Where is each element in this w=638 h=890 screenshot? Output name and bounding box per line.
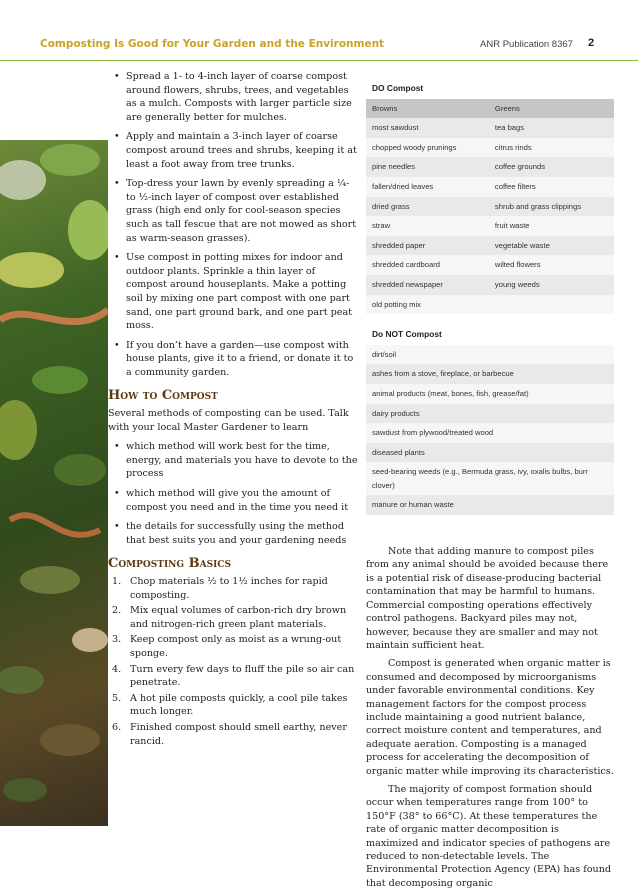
table-cell: dairy products	[366, 404, 614, 424]
table-row	[366, 404, 614, 424]
do-compost-table-box	[366, 80, 614, 314]
page-number: 2	[588, 37, 595, 49]
table-cell: pine needles	[366, 157, 489, 177]
table-row	[366, 138, 614, 158]
do-not-compost-caption: Do NOT Compost	[366, 326, 614, 345]
table-cell: shredded newspaper	[366, 275, 489, 295]
column-header: Browns	[366, 99, 489, 119]
list-item	[108, 575, 358, 602]
table-row	[366, 177, 614, 197]
table-cell: chopped woody prunings	[366, 138, 489, 158]
list-item: • If you don’t have a garden—use compost with house plants, give it to a friend, or donate it to a community garden.	[108, 339, 358, 380]
table-cell: citrus rinds	[489, 138, 614, 158]
table-row	[366, 495, 614, 515]
table-cell: shrub and grass clippings	[489, 197, 614, 217]
do-not-compost-table	[366, 345, 614, 515]
table-cell: fallen/dried leaves	[366, 177, 489, 197]
composting-basics-heading: Composting Basics	[108, 556, 231, 572]
do-compost-caption: DO Compost	[366, 80, 614, 99]
table-row	[366, 197, 614, 217]
table-header-row	[366, 99, 614, 119]
column-header: Greens	[489, 99, 614, 119]
list-item	[108, 721, 358, 748]
table-cell: coffee grounds	[489, 157, 614, 177]
table-cell: straw	[366, 216, 489, 236]
list-item	[108, 633, 358, 660]
table-cell: coffee filters	[489, 177, 614, 197]
table-cell: vegetable waste	[489, 236, 614, 256]
list-item	[108, 663, 358, 690]
body-paragraph: The majority of compost formation should occur when temperatures range from 100° to 150°F (38° to 66°C). At these temperatures the rate of organic matter decomposition is maximized and indicator species of pathogens are reduced to non-detectable levels. The Environmental Protection Agency (EPA) has found that decomposing organic	[366, 783, 612, 889]
body-paragraph: Note that adding manure to compost piles from any animal should be avoided because there is a potential risk of disease-producing bacterial contamination that may be harmful to humans. Commercial composting operations effectively control pathogens. Backyard piles may not, however, because they are smaller and may not maintain sufficient heat.	[366, 546, 609, 651]
table-cell: fruit waste	[489, 216, 614, 236]
table-cell: animal products (meat, bones, fish, grease/fat)	[366, 384, 614, 404]
table-cell: diseased plants	[366, 443, 614, 463]
left-column	[108, 70, 358, 750]
table-cell: wilted flowers	[489, 255, 614, 275]
table-cell: ashes from a stove, fireplace, or barbecue	[366, 364, 614, 384]
table-cell: young weeds	[489, 275, 614, 295]
step-number: 3.	[112, 634, 122, 646]
step-text: Keep compost only as moist as a wrung-out sponge.	[130, 634, 342, 659]
list-item: • Use compost in potting mixes for indoor and outdoor plants. Sprinkle a thin layer of compost around houseplants. Make a potting soil by mixing one part compost with one part sand, one part ground bark, and one part peat moss.	[108, 251, 358, 333]
do-not-compost-table-box	[366, 326, 614, 515]
list-item	[108, 604, 358, 631]
how-to-intro: Several methods of composting can be used. Talk with your local Master Gardener to learn	[108, 408, 349, 433]
step-text: Mix equal volumes of carbon-rich dry brown and nitrogen-rich green plant materials.	[130, 605, 347, 630]
basics-steps	[108, 575, 358, 748]
body-paragraph: Compost is generated when organic matter is consumed and decomposed by microorganisms under favorable environmental conditions. Key management factors for the compost process include maintaining a good nutrient balance, correct moisture content and temperatures, and adequate aeration. Composting is a managed process for accelerating the decomposition of organic matter while improving its characteristics.	[366, 658, 614, 777]
table-row	[366, 118, 614, 138]
table-row	[366, 345, 614, 365]
list-item: • Spread a 1- to 4-inch layer of coarse compost around flowers, shrubs, trees, and vegetables as a mulch. Composts with larger particle size are generally better for mulches.	[108, 70, 358, 124]
step-text: A hot pile composts quickly, a cool pile takes much longer.	[130, 692, 348, 718]
right-body-text	[366, 545, 614, 890]
method-list	[108, 440, 358, 547]
table-cell: most sawdust	[366, 118, 489, 138]
list-item: • Apply and maintain a 3-inch layer of coarse compost around trees and shrubs, keeping it at least a foot away from tree trunks.	[108, 130, 358, 171]
right-column	[366, 80, 614, 890]
list-item: • which method will give you the amount of compost you need and in the time you need it	[108, 487, 358, 514]
list-item	[108, 692, 358, 719]
table-row	[366, 236, 614, 256]
compost-art-icon	[0, 140, 108, 826]
running-title: Composting Is Good for Your Garden and the Environment	[40, 38, 385, 50]
table-row	[366, 275, 614, 295]
step-number: 1.	[112, 576, 122, 587]
step-text: Finished compost should smell earthy, never rancid.	[130, 721, 347, 747]
table-row	[366, 364, 614, 384]
table-row	[366, 462, 614, 495]
table-cell: old potting mix	[366, 295, 489, 315]
step-number: 6.	[112, 721, 122, 733]
table-cell: shredded cardboard	[366, 255, 489, 275]
list-item: • Top-dress your lawn by evenly spreading a ¼- to ½-inch layer of compost over established grass (high end only for cool-season species such as tall fescue that are not mowed as short as warm-season grasses).	[108, 177, 358, 245]
table-row	[366, 443, 614, 463]
list-item: • the details for successfully using the method that best suits you and your gardening needs	[108, 520, 358, 547]
table-cell: dried grass	[366, 197, 489, 217]
step-number: 4.	[112, 663, 122, 675]
table-row	[366, 423, 614, 443]
page-header	[0, 28, 638, 61]
table-row	[366, 295, 614, 315]
garden-illustration	[0, 140, 108, 826]
do-compost-table	[366, 99, 614, 315]
table-row	[366, 216, 614, 236]
table-cell: seed-bearing weeds (e.g., Bermuda grass, ivy, oxalis bulbs, burr clover)	[366, 462, 614, 495]
table-row	[366, 384, 614, 404]
step-text: Turn every few days to fluff the pile so air can penetrate.	[130, 663, 355, 689]
publication-number: ANR Publication 8367	[480, 39, 573, 50]
table-row	[366, 157, 614, 177]
step-text: Chop materials ½ to 1½ inches for rapid composting.	[130, 576, 328, 601]
table-cell: sawdust from plywood/treated wood	[366, 423, 614, 443]
step-number: 5.	[112, 692, 122, 704]
list-item: • which method will work best for the time, energy, and materials you have to devote to the process	[108, 440, 358, 481]
compost-use-list	[108, 70, 358, 379]
step-number: 2.	[112, 605, 122, 617]
table-cell: manure or human waste	[366, 495, 614, 515]
table-cell: tea bags	[489, 118, 614, 138]
table-row	[366, 255, 614, 275]
table-cell: shredded paper	[366, 236, 489, 256]
table-cell: dirt/soil	[366, 345, 614, 365]
table-cell	[489, 295, 614, 315]
how-to-compost-heading: How to Compost	[108, 388, 218, 404]
